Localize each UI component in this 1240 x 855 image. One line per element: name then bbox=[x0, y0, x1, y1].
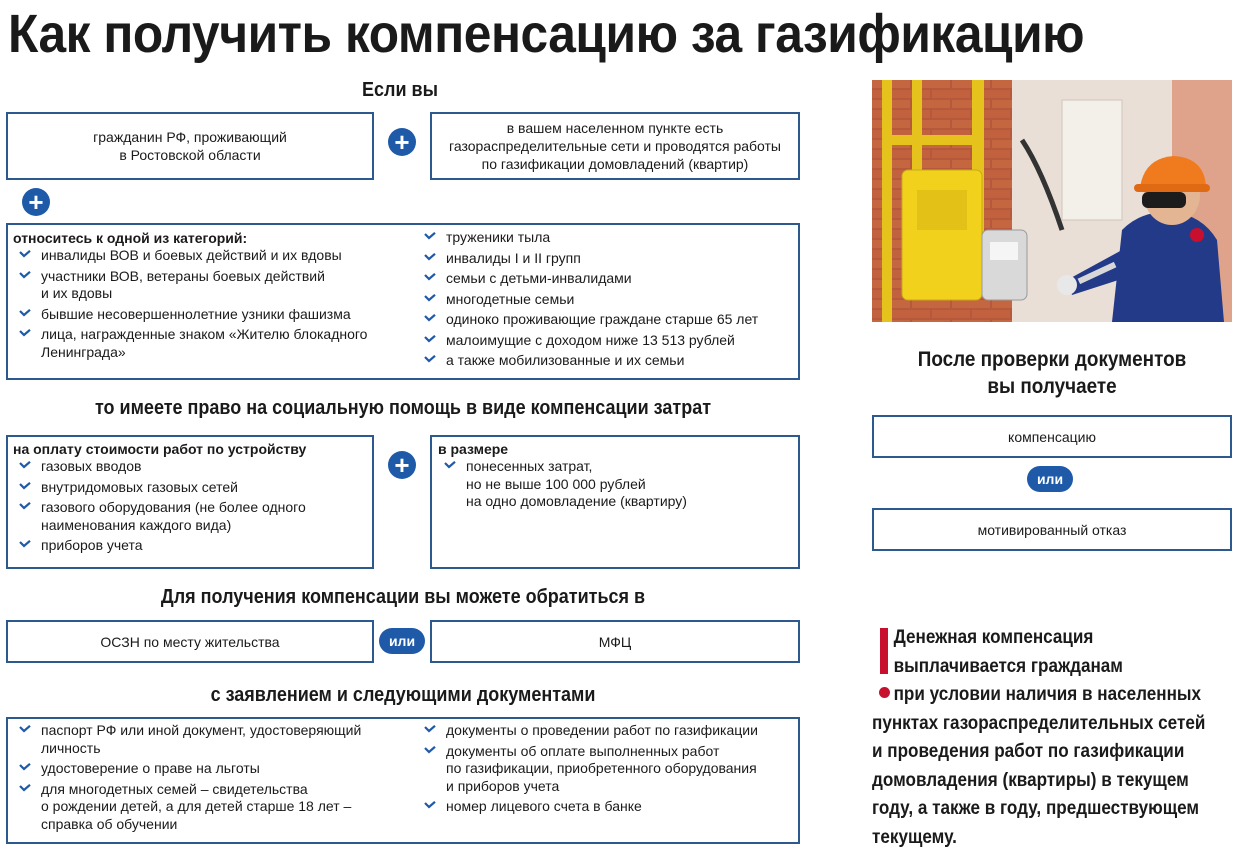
list-item-line: документы об оплате выполненных работ bbox=[446, 742, 720, 759]
list-item bbox=[418, 743, 796, 796]
list-item-line: личность bbox=[41, 739, 101, 756]
list-item-line: и их вдовы bbox=[41, 285, 113, 301]
list-item bbox=[13, 722, 413, 757]
list-item-line: Ленинграда» bbox=[41, 343, 126, 360]
list-item-line: удостоверение о праве на льготы bbox=[41, 760, 260, 776]
check-icon bbox=[19, 309, 31, 317]
list-item-line: инвалиды I и II групп bbox=[446, 249, 581, 266]
list-item-line: и приборов учета bbox=[446, 777, 560, 794]
categories-left bbox=[13, 229, 413, 364]
list-item-line: а также мобилизованные и их семьи bbox=[446, 352, 685, 368]
list-item bbox=[13, 781, 413, 834]
note-line: выплачивается гражданам bbox=[893, 655, 1123, 677]
list-item bbox=[418, 332, 796, 350]
list-item-line: газового оборудования (не более одного bbox=[41, 499, 306, 515]
check-icon bbox=[19, 250, 31, 258]
list-item bbox=[418, 352, 796, 370]
after-check-line: вы получаете bbox=[987, 375, 1117, 398]
check-icon bbox=[424, 294, 436, 302]
gas-worker-illustration bbox=[872, 80, 1232, 322]
list-item-line: труженики тыла bbox=[446, 229, 551, 245]
categories-right bbox=[418, 229, 796, 373]
categories-right-list bbox=[418, 229, 796, 370]
check-icon bbox=[19, 461, 31, 469]
list-item-line: бывшие несовершеннолетние узники фашизма bbox=[41, 305, 351, 322]
note-block bbox=[872, 624, 1232, 852]
list-item bbox=[418, 311, 796, 329]
amount-content bbox=[438, 440, 798, 514]
check-icon bbox=[424, 746, 436, 754]
check-icon bbox=[444, 461, 456, 469]
list-item-line: внутридомовых газовых сетей bbox=[41, 478, 238, 495]
list-item bbox=[13, 479, 373, 497]
condition-network-box bbox=[430, 112, 800, 180]
note-line: домовладения (квартиры) в текущем bbox=[872, 769, 1189, 791]
gas-worker-photo bbox=[872, 80, 1232, 322]
note-line: и проведения работ по газификации bbox=[872, 741, 1185, 762]
check-icon bbox=[19, 540, 31, 548]
result-compensation-box bbox=[872, 415, 1232, 458]
heading-if: Если вы bbox=[362, 79, 438, 101]
note-line: текущему. bbox=[872, 826, 957, 848]
condition-network-line: в вашем населенном пункте есть bbox=[506, 120, 724, 136]
condition-citizen-box bbox=[6, 112, 374, 180]
office-oszn-label: ОСЗН по месту жительства bbox=[100, 633, 280, 650]
categories-heading: относитесь к одной из категорий: bbox=[13, 230, 248, 246]
list-item bbox=[13, 760, 413, 778]
list-item bbox=[13, 306, 413, 324]
condition-network-line: газораспределительные сети и проводятся работы bbox=[449, 138, 781, 154]
check-icon bbox=[19, 725, 31, 733]
check-icon bbox=[424, 273, 436, 281]
documents-right bbox=[418, 722, 796, 819]
list-item bbox=[418, 291, 796, 309]
categories-left-list bbox=[13, 247, 413, 361]
check-icon bbox=[424, 253, 436, 261]
list-item-line: паспорт РФ или иной документ, удостоверяющий bbox=[41, 722, 362, 738]
check-icon bbox=[424, 725, 436, 733]
or-badge: или bbox=[379, 628, 425, 654]
heading-documents: с заявлением и следующими документами bbox=[210, 684, 596, 706]
note-line: пунктах газораспределительных сетей bbox=[872, 712, 1206, 734]
list-item-line: по газификации, приобретенного оборудования bbox=[446, 760, 757, 776]
result-refusal-label: мотивированный отказ bbox=[977, 521, 1127, 538]
list-item bbox=[418, 250, 796, 268]
check-icon bbox=[424, 355, 436, 363]
list-item-line: многодетные семьи bbox=[446, 290, 575, 307]
check-icon bbox=[424, 314, 436, 322]
result-refusal-box bbox=[872, 508, 1232, 551]
amount-list bbox=[438, 458, 798, 511]
check-icon bbox=[19, 502, 31, 510]
list-item-line: понесенных затрат, bbox=[466, 458, 593, 474]
check-icon bbox=[19, 763, 31, 771]
list-item-line: на одно домовладение (квартиру) bbox=[466, 493, 687, 509]
or-badge: или bbox=[1027, 466, 1073, 492]
list-item-line: документы о проведении работ по газификации bbox=[446, 722, 758, 738]
page-title: Как получить компенсацию за газификацию bbox=[8, 4, 1085, 64]
check-icon bbox=[424, 801, 436, 809]
list-item-line: номер лицевого счета в банке bbox=[446, 798, 642, 814]
plus-icon: + bbox=[22, 188, 50, 216]
heading-right-to-compensation: то имеете право на социальную помощь в виде компенсации затрат bbox=[94, 397, 712, 419]
check-icon bbox=[19, 271, 31, 279]
list-item bbox=[438, 458, 798, 511]
list-item-line: участники ВОВ, ветераны боевых действий bbox=[41, 267, 325, 284]
list-item bbox=[418, 722, 796, 740]
heading-apply: Для получения компенсации вы можете обратиться в bbox=[160, 586, 646, 608]
check-icon bbox=[19, 329, 31, 337]
list-item-line: наименования каждого вида) bbox=[41, 516, 232, 533]
documents-left bbox=[13, 722, 413, 836]
note-line: году, а также в году, предшествующем bbox=[872, 798, 1200, 819]
check-icon bbox=[19, 784, 31, 792]
list-item bbox=[13, 537, 373, 555]
office-mfc-label: МФЦ bbox=[598, 633, 632, 650]
list-item-line: одиноко проживающие граждане старше 65 лет bbox=[446, 311, 759, 327]
condition-network-line: по газификации домовладений (квартир) bbox=[481, 156, 749, 172]
documents-left-list bbox=[13, 722, 413, 833]
list-item-line: лица, награжденные знаком «Жителю блокадного bbox=[41, 326, 368, 342]
list-item-line: для многодетных семей – свидетельства bbox=[41, 780, 308, 797]
list-item bbox=[13, 326, 413, 361]
result-compensation-label: компенсацию bbox=[1008, 428, 1096, 445]
list-item bbox=[13, 268, 413, 303]
condition-citizen-line: гражданин РФ, проживающий bbox=[93, 129, 287, 145]
documents-right-list bbox=[418, 722, 796, 816]
list-item bbox=[13, 458, 373, 476]
after-check-heading bbox=[890, 346, 1214, 400]
payment-heading: на оплату стоимости работ по устройству bbox=[13, 441, 307, 457]
list-item bbox=[418, 798, 796, 816]
list-item-line: справка об обучении bbox=[41, 815, 178, 832]
list-item bbox=[418, 229, 796, 247]
list-item-line: семьи с детьми-инвалидами bbox=[446, 270, 632, 286]
check-icon bbox=[424, 335, 436, 343]
list-item-line: приборов учета bbox=[41, 537, 143, 553]
list-item-line: о рождении детей, а для детей старше 18 лет – bbox=[41, 798, 352, 814]
office-oszn-box bbox=[6, 620, 374, 663]
list-item-line: но не выше 100 000 рублей bbox=[466, 475, 646, 492]
plus-icon: + bbox=[388, 451, 416, 479]
check-icon bbox=[19, 482, 31, 490]
list-item bbox=[418, 270, 796, 288]
condition-citizen-line: в Ростовской области bbox=[119, 147, 261, 163]
note-line: Денежная компенсация bbox=[893, 627, 1094, 648]
list-item-line: газовых вводов bbox=[41, 458, 142, 474]
list-item bbox=[13, 499, 373, 534]
plus-icon: + bbox=[388, 128, 416, 156]
list-item-line: малоимущие с доходом ниже 13 513 рублей bbox=[446, 331, 735, 348]
list-item-line: инвалиды ВОВ и боевых действий и их вдовы bbox=[41, 247, 342, 263]
after-check-line: После проверки документов bbox=[917, 348, 1187, 371]
payment-content bbox=[13, 440, 373, 558]
office-mfc-box bbox=[430, 620, 800, 663]
payment-list bbox=[13, 458, 373, 555]
note-line: при условии наличия в населенных bbox=[893, 684, 1202, 705]
list-item bbox=[13, 247, 413, 265]
check-icon bbox=[424, 232, 436, 240]
amount-heading: в размере bbox=[438, 441, 509, 457]
